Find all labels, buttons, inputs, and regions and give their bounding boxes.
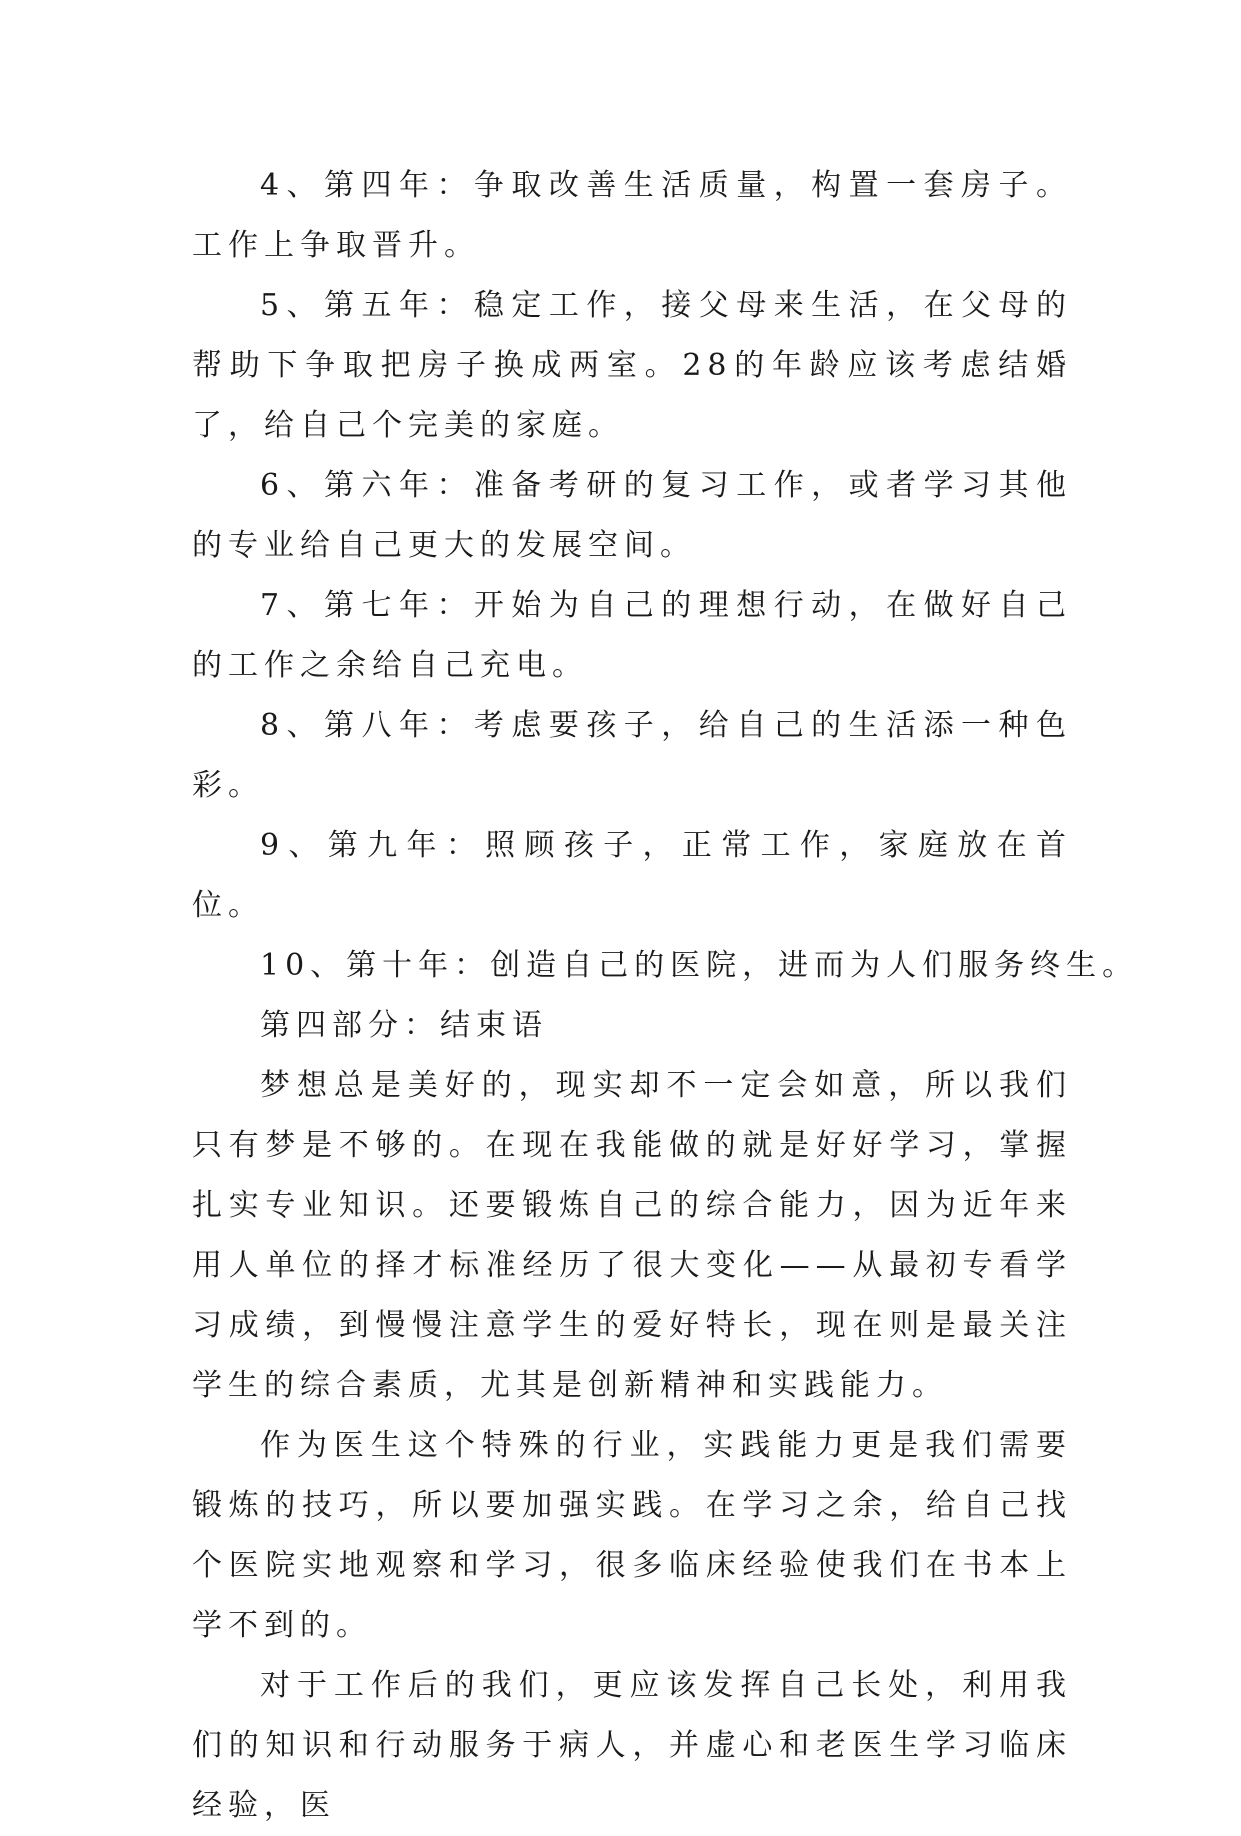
- section-heading: 第四部分：结束语: [260, 1008, 548, 1043]
- closing-paragraph: 对于工作后的我们，更应该发挥自己长处，利用我们的知识和行动服务于病人，并虚心和老医生学习临床经验，医: [192, 1668, 1072, 1823]
- document-body: [192, 156, 1139, 1836]
- plan-year-4: 4、第四年：争取改善生活质量，构置一套房子。工作上争取晋升。: [192, 168, 1072, 263]
- plan-year-8: 8、第八年：考虑要孩子，给自己的生活添一种色彩。: [192, 708, 1072, 803]
- closing-paragraph: 作为医生这个特殊的行业，实践能力更是我们需要锻炼的技巧，所以要加强实践。在学习之余，给自己找个医院实地观察和学习，很多临床经验使我们在书本上学不到的。: [192, 1428, 1072, 1643]
- plan-year-10: 10、第十年：创造自己的医院，进而为人们服务终生。: [260, 948, 1139, 983]
- plan-year-9: 9、第九年：照顾孩子，正常工作，家庭放在首位。: [192, 828, 1072, 923]
- plan-year-7: 7、第七年：开始为自己的理想行动，在做好自己的工作之余给自己充电。: [192, 588, 1072, 683]
- closing-paragraph: 梦想总是美好的，现实却不一定会如意，所以我们只有梦是不够的。在现在我能做的就是好好学习，掌握扎实专业知识。还要锻炼自己的综合能力，因为近年来用人单位的择才标准经历了很大变化——从最初专看学习成绩，到慢慢注意学生的爱好特长，现在则是最关注学生的综合素质，尤其是创新精神和实践能力。: [192, 1068, 1072, 1403]
- plan-year-5: 5、第五年：稳定工作，接父母来生活，在父母的帮助下争取把房子换成两室。28的年龄应该考虑结婚了，给自己个完美的家庭。: [192, 288, 1072, 443]
- plan-year-6: 6、第六年：准备考研的复习工作，或者学习其他的专业给自己更大的发展空间。: [192, 468, 1072, 563]
